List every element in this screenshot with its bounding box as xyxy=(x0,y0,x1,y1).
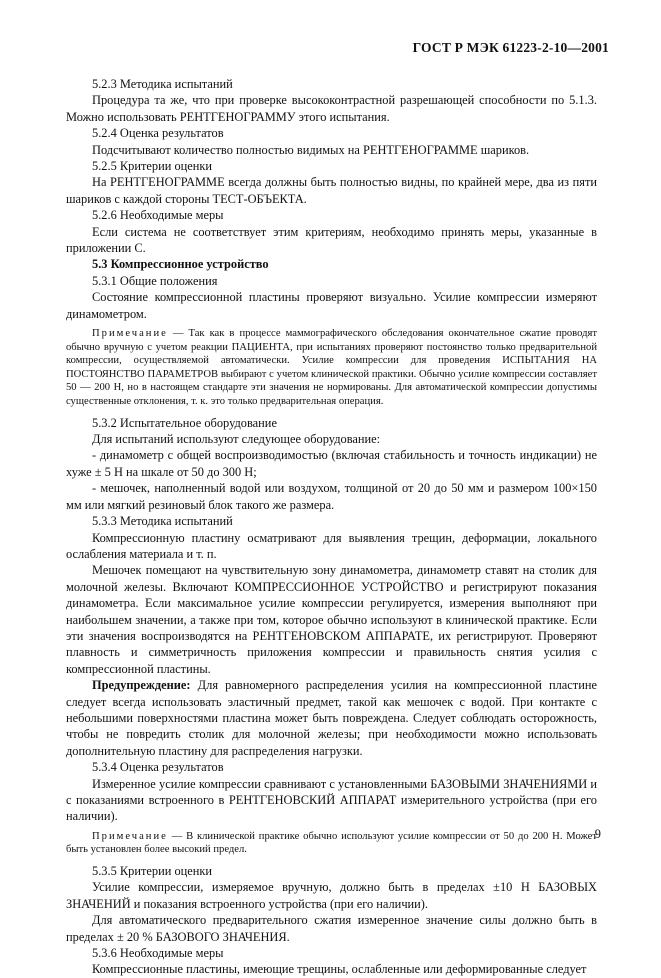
note-text: — Так как в процессе маммографического обследования окончательное сжатие проводят обычно вручную с учетом реакции ПАЦИЕНТА, при испытаниях проверяют постоянство только предварительной компрессии, осуществляемой автоматически. Усилие компрессии для проведения ИСПЫТАНИЯ НА ПОСТОЯНСТВО ПАРАМЕТРОВ выбирают с учетом клинической практики. Обычно усилие компрессии составляет 50 — 200 Н, но в настоящем стандарте эти значения не нормированы. Для автоматической компрессии допустимы существенные отклонения, т. к. это только предварительная операция. xyxy=(66,328,597,408)
paragraph: Мешочек помещают на чувствительную зону динамометра, динамометр ставят на столик для молочной железы. Включают КОМПРЕССИОННОЕ УСТРОЙСТВО и регистрируют показания динамометра. Если максимальное усилие компрессии регулируется, измерения выполняют при наибольшем значении, а также при том, которое обычно используют в клинической практике. Если эти значения воспроизводятся на РЕНТГЕНОВСКОМ АППАРАТЕ, их регистрируют. Проверяют плавность и симметричность приложения компрессии и правильность снятия усилия с компрессионной пластины. xyxy=(66,563,597,676)
section-heading: 5.3 Компрессионное устройство xyxy=(92,257,269,272)
warning-label: Предупреждение: xyxy=(92,678,191,693)
subsection-heading: 5.3.4 Оценка результатов xyxy=(92,760,224,775)
warning-text: Для равномерного распределения усилия на компрессионной пластине следует всегда использовать эластичный предмет, такой как мешочек с водой. При контакте с небольшими поверхностями пластина может быть повреждена. Следует соблюдать осторожность, чтобы не повредить столик для молочной железы; при необходимости можно использовать дополнительную пластину для распределения нагрузки. xyxy=(66,678,597,758)
note-text: — В клинической практике обычно используют усилие компрессии от 50 до 200 Н. Может быть установлен более высокий предел. xyxy=(66,830,597,856)
paragraph: На РЕНТГЕНОГРАММЕ всегда должны быть полностью видны, по крайней мере, два из пяти шариков с каждой стороны ТЕСТ-ОБЪЕКТА. xyxy=(66,175,597,206)
list-item: - мешочек, наполненный водой или воздухом, толщиной от 20 до 50 мм и размером 100×150 мм или мягкий резиновый блок такого же размера. xyxy=(66,481,597,512)
paragraph: Для автоматического предварительного сжатия измеренное значение силы должно быть в пределах ± 20 % БАЗОВОГО ЗНАЧЕНИЯ. xyxy=(66,913,597,944)
paragraph: Измеренное усилие компрессии сравнивают с установленными БАЗОВЫМИ ЗНАЧЕНИЯМИ и с показаниями встроенного в РЕНТГЕНОВСКИЙ АППАРАТ измерительного устройства (при его наличии). xyxy=(66,776,597,824)
subsection-heading: 5.3.5 Критерии оценки xyxy=(92,864,213,878)
warning xyxy=(66,677,597,759)
list-item: - динамометр с общей воспроизводимостью (включая стабильность и точность индикации) не хуже ± 5 Н на шкале от 50 до 300 Н; xyxy=(66,448,597,479)
page-header: ГОСТ Р МЭК 61223-2-10—2001 xyxy=(412,40,609,55)
subsection-heading: 5.2.4 Оценка результатов xyxy=(92,126,224,141)
page-number: 9 xyxy=(594,827,601,841)
subsection-heading: 5.3.1 Общие положения xyxy=(92,273,218,288)
paragraph: Усилие компрессии, измеряемое вручную, должно быть в пределах ±10 Н БАЗОВЫХ ЗНАЧЕНИЙ и показания встроенного устройства (при его наличии). xyxy=(66,880,597,911)
paragraph: Процедура та же, что при проверке высококонтрастной разрешающей способности по 5.1.3. Можно использовать РЕНТГЕНОГРАММУ этого испытания. xyxy=(66,93,597,124)
subsection-heading: 5.2.6 Необходимые меры xyxy=(92,208,224,223)
paragraph: Подсчитывают количество полностью видимых на РЕНТГЕНОГРАММЕ шариков. xyxy=(92,142,530,157)
subsection-heading: 5.3.6 Необходимые меры xyxy=(92,946,224,961)
subsection-heading: 5.2.5 Критерии оценки xyxy=(92,159,213,174)
note-label: Примечание xyxy=(92,328,168,340)
paragraph: Для испытаний используют следующее оборудование: xyxy=(92,432,381,447)
paragraph: Состояние компрессионной пластины проверяют визуально. Усилие компрессии измеряют динамометром. xyxy=(66,290,597,321)
paragraph: Компрессионные пластины, имеющие трещины, ослабленные или деформированные следует xyxy=(92,962,587,977)
paragraph: Если система не соответствует этим критериям, необходимо принять меры, указанные в приложении С. xyxy=(66,224,597,256)
document-body xyxy=(66,76,597,978)
note xyxy=(66,327,597,409)
note xyxy=(66,830,597,857)
subsection-heading: 5.3.3 Методика испытаний xyxy=(92,514,233,529)
note-label: Примечание xyxy=(92,830,168,842)
subsection-heading: 5.3.2 Испытательное оборудование xyxy=(92,415,277,430)
paragraph: Компрессионную пластину осматривают для выявления трещин, деформации, локального ослабления материала и т. п. xyxy=(66,530,597,561)
subsection-heading: 5.2.3 Методика испытаний xyxy=(92,77,233,91)
